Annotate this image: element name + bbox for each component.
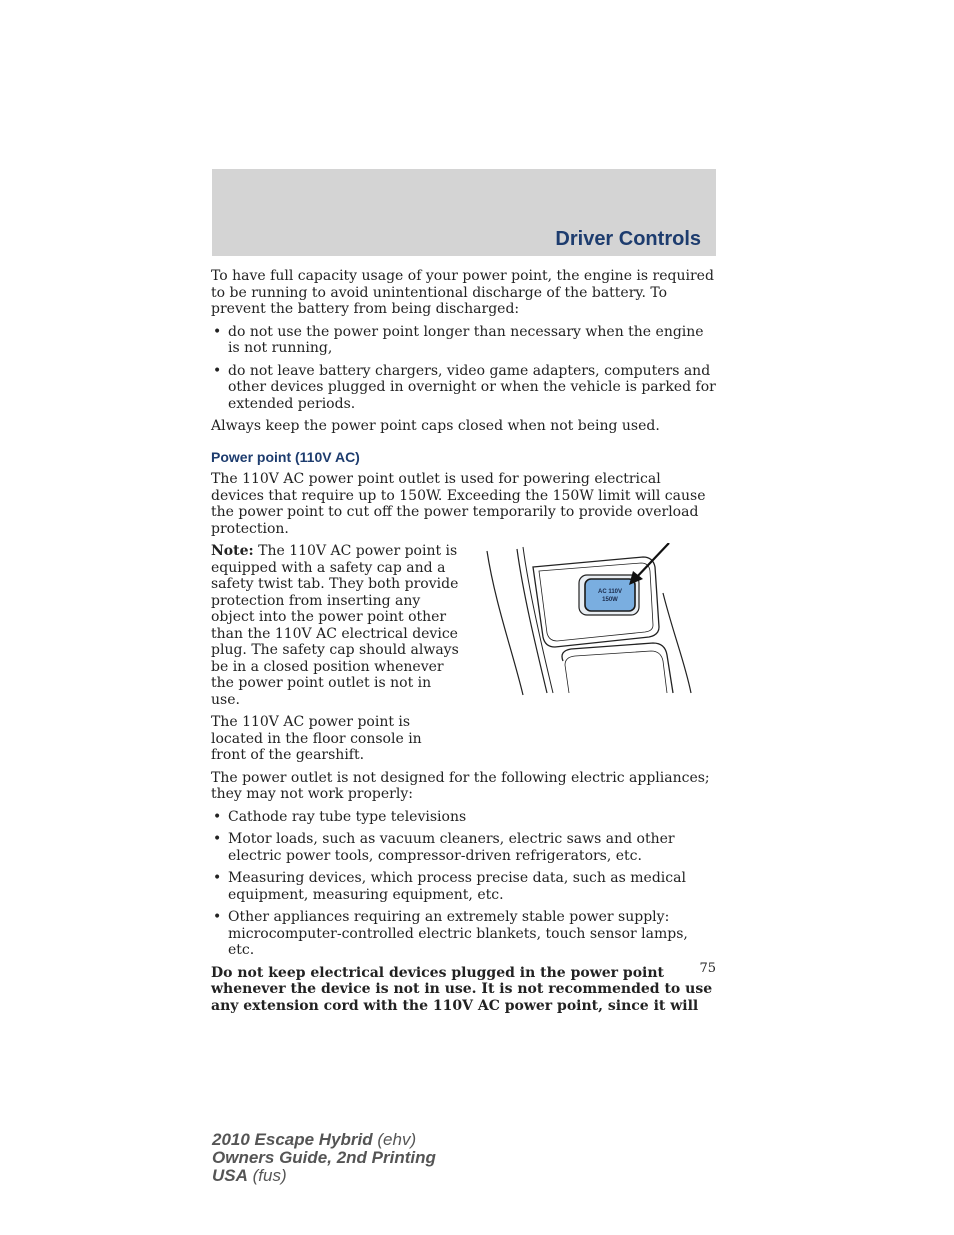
figure-label-voltage: AC 110V [597,589,623,595]
note-label: Note: [211,543,254,559]
pointer-arrow [635,543,669,579]
power-point-illustration [483,543,695,703]
document-footer [212,1131,436,1185]
power-point-description: The 110V AC power point outlet is used for powering electrical devices that require up to 150W. Exceeding the 150W limit will cause the power point to cut off the power temporarily to provide overload protection. [211,471,706,537]
list-item: • Other appliances requiring an extremely stable power supply: microcomputer-controlled electric blankets, touch sensor lamps, etc. [211,909,717,959]
figure-label-wattage: 150W [602,597,618,603]
intro-bullet-list [211,324,717,413]
list-item: • Measuring devices, which process precise data, such as medical equipment, measuring equipment, etc. [211,870,717,903]
footer-region: USA [212,1166,248,1185]
note-text: The 110V AC power point is equipped with a safety cap and a safety twist tab. They both provide protection from inserting any object into the power point other than the 110V AC electrical device plug. The safety cap should always be in a closed position whenever the power point outlet is not in use. [211,543,459,708]
page-number: 75 [699,961,716,976]
intro-closing: Always keep the power point caps closed when not being used. [211,418,660,434]
power-point-heading: Power point (110V AC) [211,448,360,465]
section-title: Driver Controls [555,228,701,250]
not-designed-paragraph: The power outlet is not designed for the following electric appliances; they may not work properly: [211,769,710,802]
note-paragraph [211,543,461,708]
list-item: • do not use the power point longer than necessary when the engine is not running, [211,324,717,357]
page-content [211,268,717,1020]
list-item: • do not leave battery chargers, video game adapters, computers and other devices plugged in overnight or when the vehicle is parked for extended periods. [211,363,717,413]
footer-model: 2010 Escape Hybrid [212,1130,373,1149]
warning-paragraph: Do not keep electrical devices plugged in the power point whenever the device is not in use. It is not recommended to use any extension cord with the 110V AC power point, since it will [211,964,713,1014]
list-item: • Motor loads, such as vacuum cleaners, electric saws and other electric power tools, compressor-driven refrigerators, etc. [211,831,717,864]
footer-guide: Owners Guide, 2nd Printing [212,1148,436,1167]
list-item: • Cathode ray tube type televisions [211,809,717,826]
section-header [212,169,716,256]
note-block [211,543,717,764]
intro-paragraph: To have full capacity usage of your power point, the engine is required to be running to avoid unintentional discharge of the battery. To prevent the battery from being discharged: [211,268,714,317]
footer-region-code: (fus) [247,1166,287,1185]
appliance-list [211,809,717,959]
location-paragraph: The 110V AC power point is located in the floor console in front of the gearshift. [211,714,422,763]
footer-model-code: (ehv) [372,1130,417,1149]
